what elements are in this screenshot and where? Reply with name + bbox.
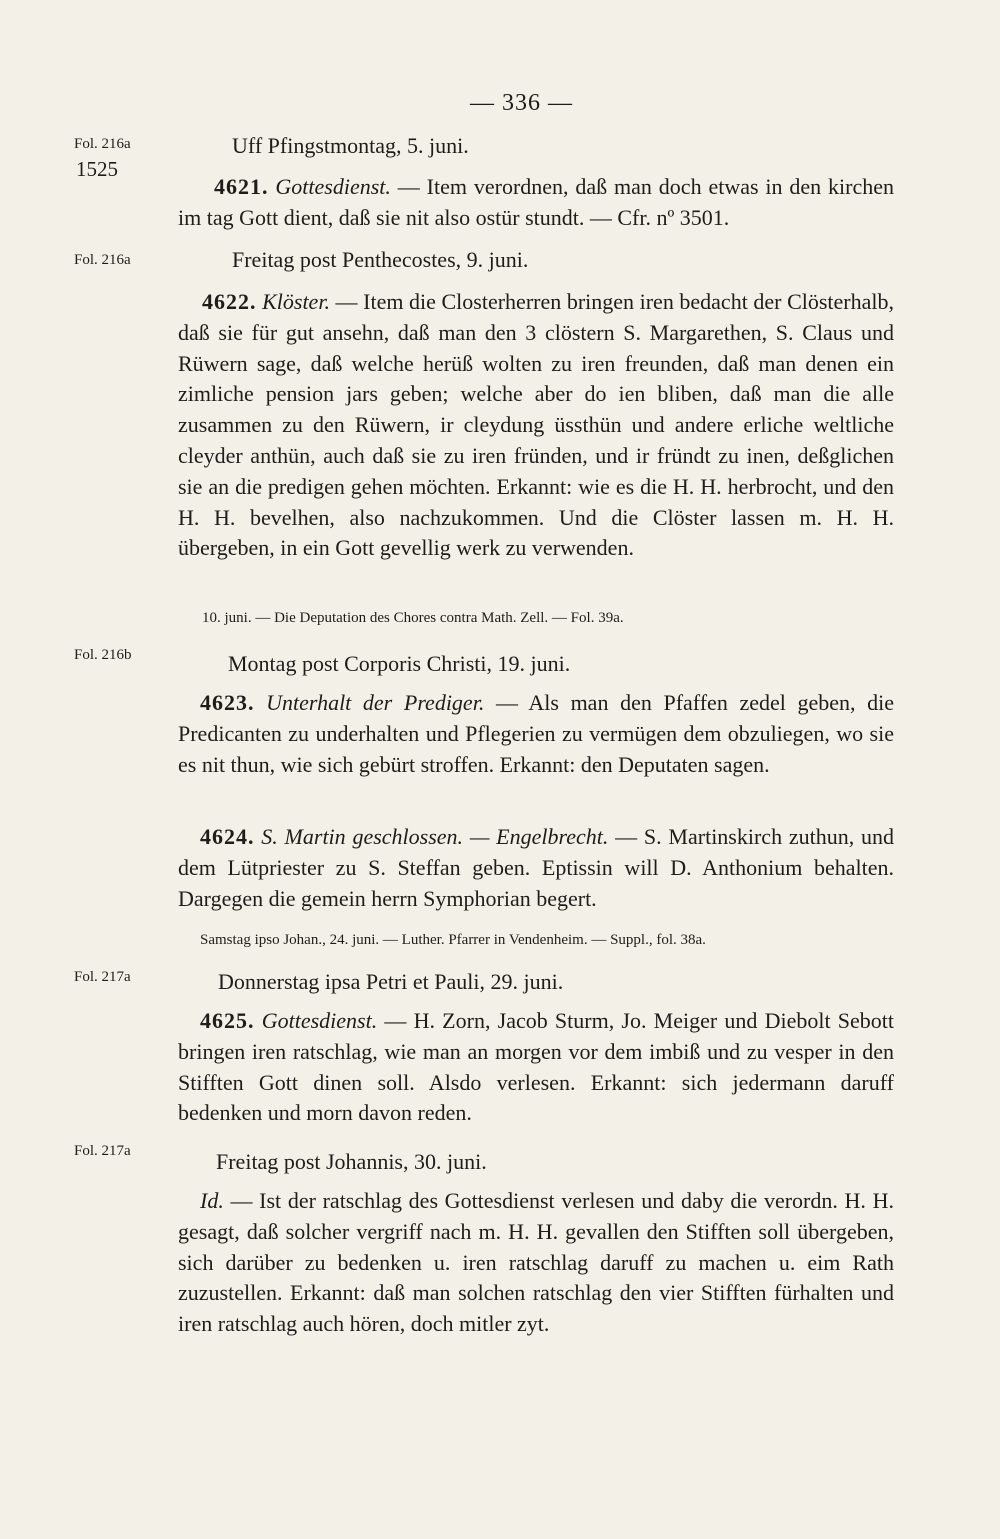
date-heading: Freitag post Johannis, 30. juni.	[216, 1149, 487, 1174]
date-heading: Donnerstag ipsa Petri et Pauli, 29. juni.	[218, 969, 564, 994]
entry-subject: Gottesdienst.	[261, 1008, 378, 1033]
entry-text: — Als man den Pfaffen zedel geben, die Predicanten zu underhalten und Pflegerien zu vermügen dem obzuliegen, wo sie es nit thun, wie sich gebürt stroffen. Erkannt: den Deputaten sagen.	[178, 690, 895, 777]
entry-subject: Id.	[200, 1188, 224, 1213]
entry-number: 4623.	[200, 690, 255, 715]
margin-folio-note: Fol. 217a	[74, 969, 131, 985]
margin-folio-note: Fol. 217a	[74, 1143, 131, 1159]
entry-subject: S. Martin geschlossen. — Engelbrecht.	[261, 824, 609, 849]
entry-4622	[178, 287, 894, 564]
entry-number: 4624.	[200, 824, 255, 849]
margin-folio-note: Fol. 216a	[74, 252, 131, 268]
entry-subject: Unterhalt der Prediger.	[266, 690, 485, 715]
entry-number: 4625.	[200, 1008, 255, 1033]
date-heading: Uff Pfingstmontag, 5. juni.	[232, 133, 469, 158]
entry-text: — H. Zorn, Jacob Sturm, Jo. Meiger und Diebolt Sebott bringen iren ratschlag, wie man an morgen vor dem imbiß und zu vesper in den Stifften Gott dinen soll. Alsdo verlesen. Erkannt: sich jedermann daruff bedenken und morn davon reden.	[178, 1008, 895, 1126]
entry-id	[178, 1186, 894, 1340]
entry-subject: Gottesdienst.	[275, 174, 391, 199]
entry-number: 4621.	[214, 174, 269, 199]
entry-text: — Item die Closterherren bringen iren bedacht der Clösterhalb, daß sie für gut ansehn, daß man den 3 clöstern S. Margarethen, S. Claus und Rüwern sage, daß welche herüß wolten zu iren freunden, daß man denen ein zimliche pension jars geben; welche aber do ien bliben, daß man die alle zusammen zu den Rüwern, ir cleydung üssthün und andere erliche weltliche cleyder anthün, auch daß sie zu iren fründen, und ir fründt zu inen, deßglichen sie an die predigen gehen möchten. Erkannt: wie es die H. H. herbrocht, und den H. H. bevelhen, also nachzukommen. Und die Clöster lassen m. H. H. übergeben, in ein Gott gevellig werk zu verwenden.	[178, 289, 895, 561]
page-number: — 336 —	[470, 90, 573, 116]
small-note: 10. juni. — Die Deputation des Chores contra Math. Zell. — Fol. 39a.	[202, 610, 624, 626]
date-heading: Montag post Corporis Christi, 19. juni.	[228, 651, 571, 676]
date-heading: Freitag post Penthecostes, 9. juni.	[232, 247, 529, 272]
entry-4623	[178, 688, 894, 780]
entry-text: — S. Martinskirch zuthun, und dem Lütpriester zu S. Steffan geben. Eptissin will D. Anthonium behalten. Dargegen die gemein herrn Symphorian begert.	[178, 824, 895, 911]
small-note: Samstag ipso Johan., 24. juni. — Luther. Pfarrer in Vendenheim. — Suppl., fol. 38a.	[200, 932, 706, 948]
entry-text: — Item verordnen, daß man doch etwas in den kirchen im tag Gott dient, daß sie nit also ostür stundt. — Cfr. nº 3501.	[178, 174, 895, 230]
entry-number: 4622.	[202, 289, 257, 314]
entry-subject: Klöster.	[262, 289, 330, 314]
margin-folio-note: Fol. 216b	[74, 647, 132, 663]
entry-4621	[178, 172, 894, 234]
margin-year: 1525	[76, 157, 118, 181]
entry-4625	[178, 1006, 894, 1129]
margin-folio-note: Fol. 216a	[74, 136, 131, 152]
entry-4624	[178, 822, 894, 914]
entry-text: — Ist der ratschlag des Gottesdienst verlesen und daby die verordn. H. H. gesagt, daß solcher vergriff nach m. H. H. gevallen den Stifften soll übergeben, sich darüber zu bedenken u. iren ratschlag daruff zu machen u. eim Rath zuzustellen. Erkannt: daß man solchen ratschlag den vier Stifften fürhalten und iren ratschlag auch hören, doch mitler zyt.	[178, 1188, 894, 1337]
